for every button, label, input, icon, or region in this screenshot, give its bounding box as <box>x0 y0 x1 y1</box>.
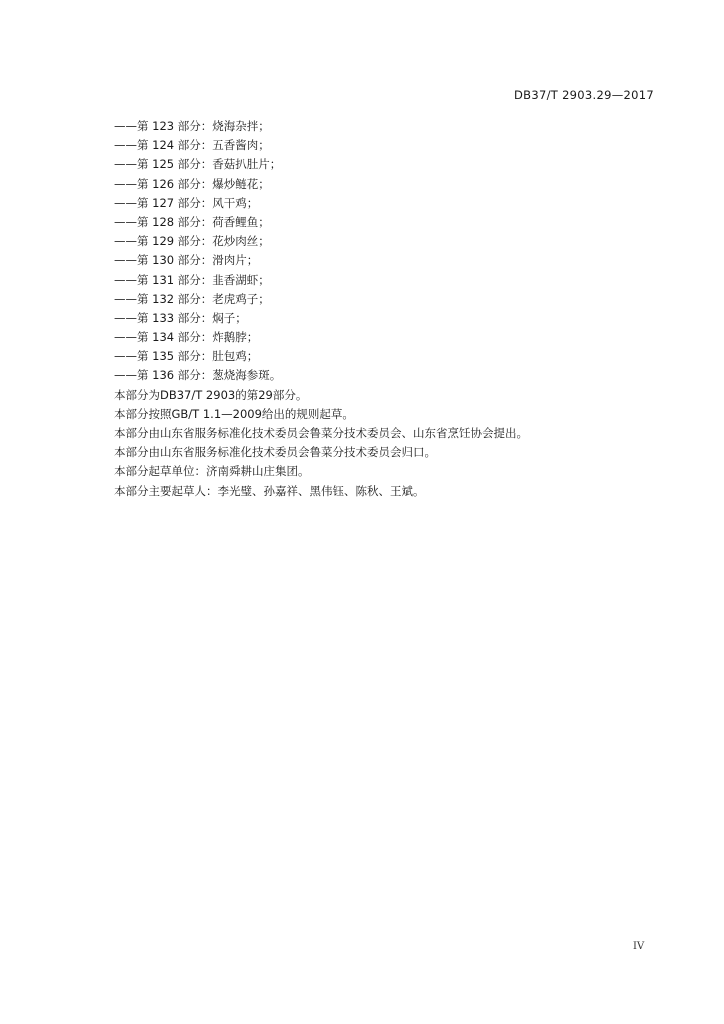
part-item: ——第 132 部分：老虎鸡子； <box>114 291 270 306</box>
note-drafting-rules: 本部分按照GB/T 1.1—2009给出的规则起草。 <box>114 406 354 421</box>
part-item: ——第 128 部分：荷香鲤鱼； <box>114 214 270 229</box>
page-number: IV <box>633 941 645 952</box>
part-item: ——第 125 部分：香菇扒肚片； <box>114 157 282 172</box>
note-main-drafters: 本部分主要起草人：李光璧、孙嘉祥、黑伟钰、陈秋、王斌。 <box>114 483 425 498</box>
note-centralized-by: 本部分由山东省服务标准化技术委员会鲁菜分技术委员会归口。 <box>114 445 436 460</box>
note-drafting-unit: 本部分起草单位：济南舜耕山庄集团。 <box>114 464 310 479</box>
part-item: ——第 131 部分：韭香湖虾； <box>114 272 270 287</box>
part-item: ——第 130 部分：滑肉片； <box>114 253 259 268</box>
part-item: ——第 126 部分：爆炒鲢花； <box>114 176 270 191</box>
part-item: ——第 133 部分：焖子； <box>114 310 247 325</box>
foreword-notes <box>114 386 634 501</box>
part-item: ——第 134 部分：炸鹅脖； <box>114 330 259 345</box>
part-item: ——第 127 部分：风干鸡； <box>114 195 259 210</box>
part-item: ——第 124 部分：五香酱肉； <box>114 138 270 153</box>
part-item: ——第 129 部分：花炒肉丝； <box>114 234 270 249</box>
note-proposed-by: 本部分由山东省服务标准化技术委员会鲁菜分技术委员会、山东省烹饪协会提出。 <box>114 426 528 440</box>
foreword-content <box>114 117 634 501</box>
part-item: ——第 136 部分：葱烧海参斑。 <box>114 368 282 383</box>
part-list <box>114 117 634 386</box>
document-code: DB37/T 2903.29—2017 <box>514 88 654 102</box>
part-item: ——第 135 部分：肚包鸡； <box>114 349 259 364</box>
note-part-of-series: 本部分为DB37/T 2903的第29部分。 <box>114 387 308 402</box>
part-item: ——第 123 部分：烧海杂拌； <box>114 119 270 133</box>
